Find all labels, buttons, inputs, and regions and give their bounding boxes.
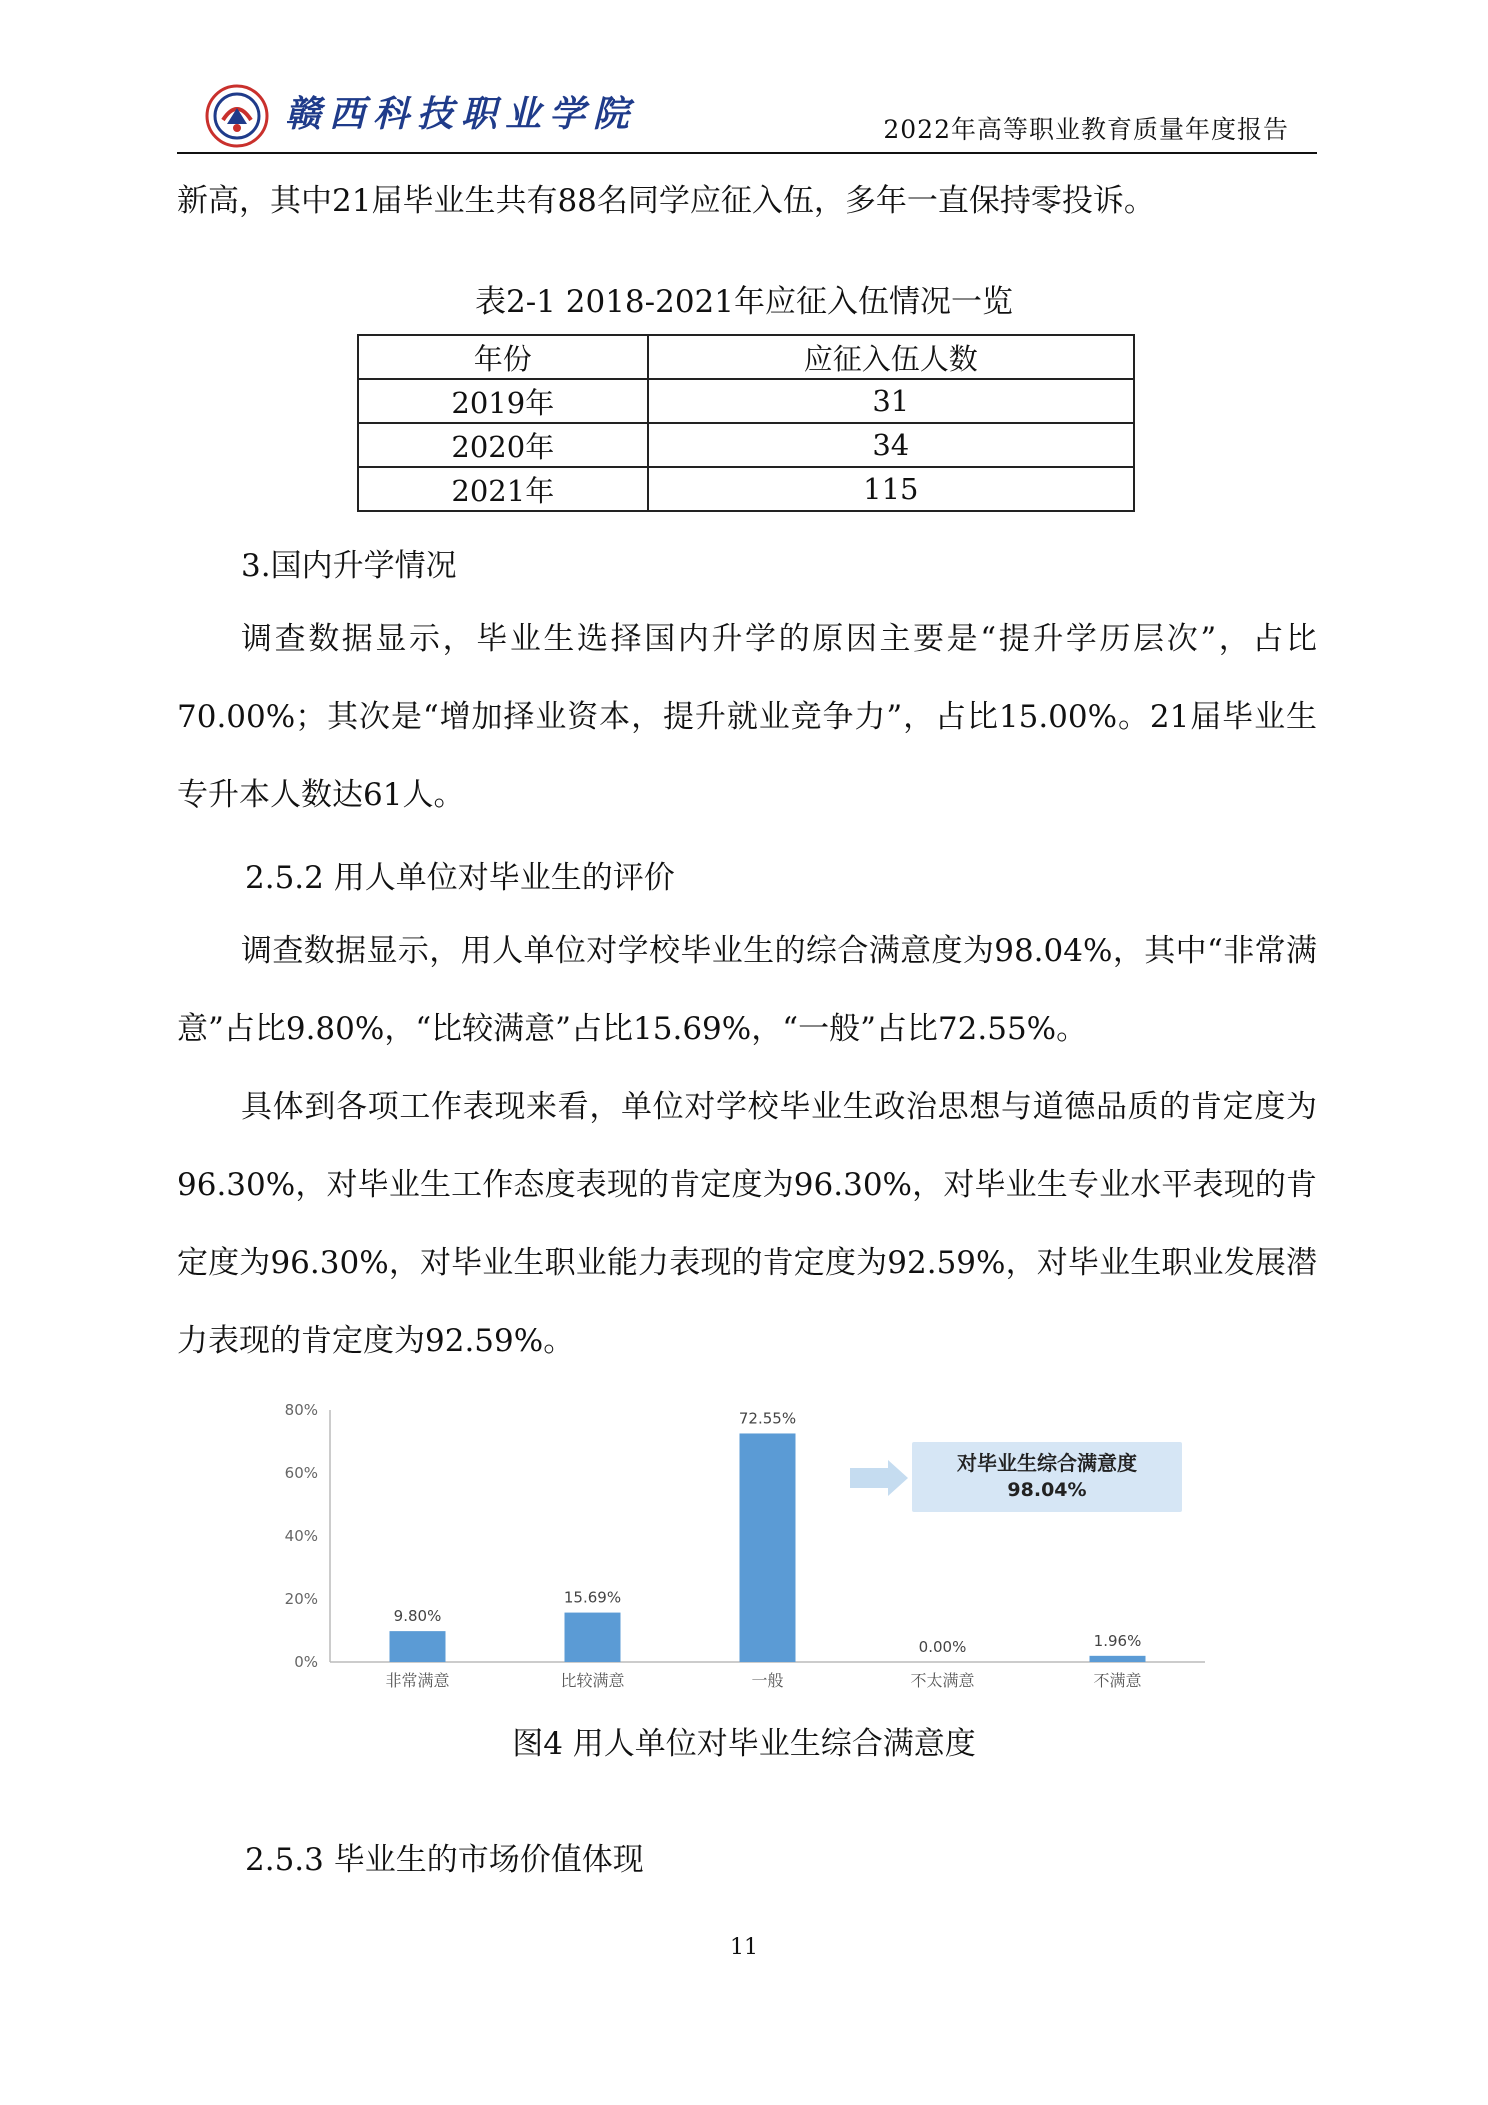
section-252-body-1: 调查数据显示，用人单位对学校毕业生的综合满意度为98.04%，其中“非常满意”占比9.80%，“比较满意”占比15.69%，“一般”占比72.55%。: [177, 933, 1317, 1047]
page-header: [177, 70, 1317, 154]
table-row: [358, 379, 1134, 423]
table-header-year: 年份: [358, 335, 648, 379]
chart-bar: [390, 1631, 446, 1662]
chart-bar: [740, 1433, 796, 1662]
satisfaction-chart-svg: [260, 1390, 1220, 1710]
table-cell-count: 34: [648, 423, 1134, 467]
y-tick-label: 80%: [284, 1401, 318, 1419]
table-header-row: [358, 335, 1134, 379]
table-row: [358, 423, 1134, 467]
section-253-heading: 2.5.3 毕业生的市场价值体现: [245, 1842, 644, 1878]
annotation-title: 对毕业生综合满意度: [957, 1451, 1137, 1475]
table-cell-count: 115: [648, 467, 1134, 511]
y-tick-label: 0%: [294, 1653, 318, 1671]
chart-bar: [565, 1613, 621, 1662]
x-tick-label: 一般: [751, 1671, 784, 1690]
bar-value-label: 9.80%: [393, 1607, 442, 1626]
bar-value-label: 15.69%: [563, 1588, 622, 1607]
table-header-count: 应征入伍人数: [648, 335, 1134, 379]
y-tick-label: 60%: [284, 1464, 318, 1482]
x-tick-label: 比较满意: [560, 1671, 625, 1690]
x-tick-label: 不满意: [1093, 1671, 1142, 1690]
x-tick-label: 非常满意: [385, 1671, 450, 1690]
figure-caption: 图4 用人单位对毕业生综合满意度: [512, 1726, 976, 1762]
section-3-heading: 3.国内升学情况: [241, 548, 457, 584]
table-cell-year: 2021年: [358, 467, 648, 511]
arrow-right-icon: [850, 1460, 908, 1496]
section-252-body-2: 具体到各项工作表现来看，单位对学校毕业生政治思想与道德品质的肯定度为96.30%，对毕业生工作态度表现的肯定度为96.30%，对毕业生专业水平表现的肯定度为96.30%，对毕业生职业能力表现的肯定度为92.59%，对毕业生职业发展潜力表现的肯定度为92.59%。: [177, 1089, 1317, 1359]
school-logo-icon: [205, 84, 269, 148]
table-cell-year: 2020年: [358, 423, 648, 467]
table-cell-year: 2019年: [358, 379, 648, 423]
bar-value-label: 72.55%: [738, 1409, 797, 1428]
x-tick-label: 不太满意: [910, 1671, 975, 1690]
enlistment-table: [357, 334, 1135, 512]
school-name: 赣西科技职业学院: [285, 93, 638, 135]
y-tick-label: 40%: [284, 1527, 318, 1545]
bar-value-label: 1.96%: [1093, 1631, 1142, 1650]
bar-value-label: 0.00%: [918, 1638, 967, 1656]
chart-annotation: [850, 1442, 1182, 1512]
table-caption: 表2-1 2018-2021年应征入伍情况一览: [474, 284, 1014, 320]
section-3-body: 调查数据显示，毕业生选择国内升学的原因主要是“提升学历层次”，占比70.00%；其次是“增加择业资本，提升就业竞争力”，占比15.00%。21届毕业生专升本人数达61人。: [177, 621, 1317, 813]
intro-line: 新高，其中21届毕业生共有88名同学应征入伍，多年一直保持零投诉。: [177, 183, 1155, 219]
annotation-value: 98.04%: [1007, 1479, 1087, 1501]
table-row: [358, 467, 1134, 511]
chart-bar: [1090, 1656, 1146, 1662]
report-title: 2022年高等职业教育质量年度报告: [883, 115, 1289, 144]
page-number: 11: [730, 1935, 758, 1960]
table-cell-count: 31: [648, 379, 1134, 423]
section-252-heading: 2.5.2 用人单位对毕业生的评价: [245, 860, 675, 896]
satisfaction-chart: [260, 1390, 1220, 1710]
y-tick-label: 20%: [284, 1590, 318, 1608]
